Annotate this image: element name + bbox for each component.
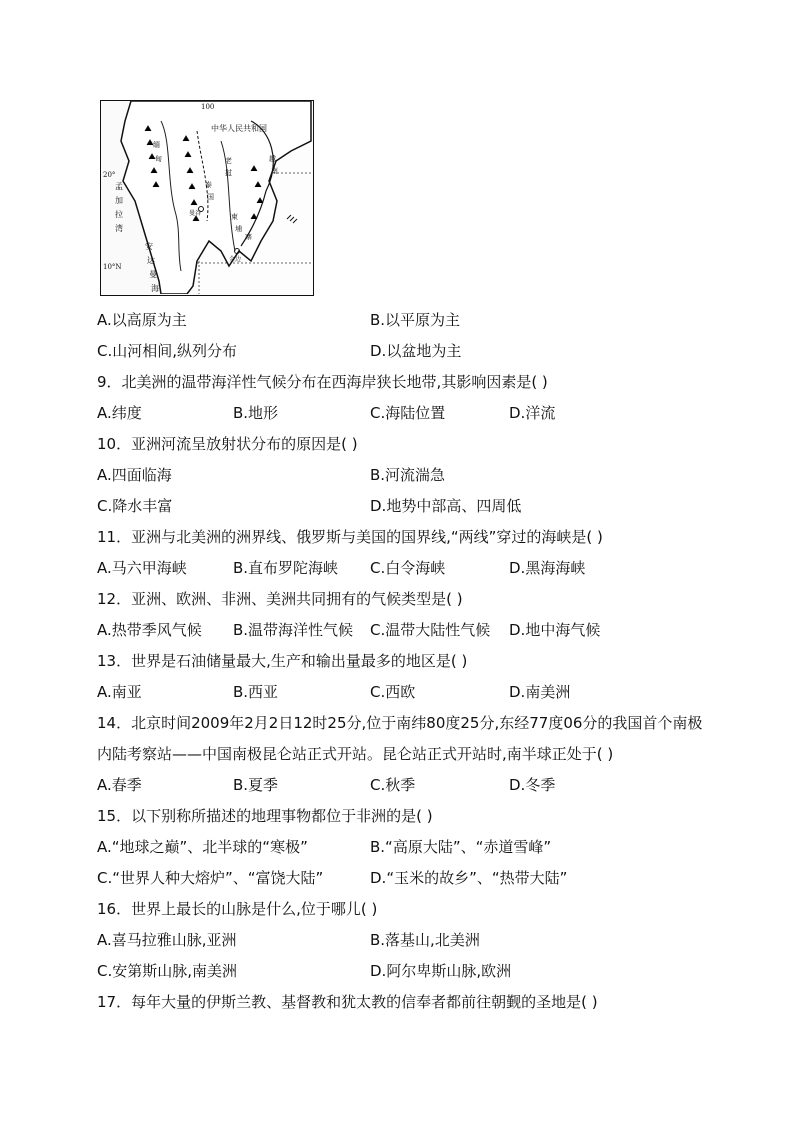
q11-option-b[interactable]: B.直布罗陀海峡: [233, 559, 339, 577]
q16-option-c[interactable]: C.安第斯山脉,南美洲: [97, 962, 238, 980]
q17-stem: 17．每年大量的伊斯兰教、基督教和犹太教的信奉者都前往朝觐的圣地是( ): [97, 993, 598, 1011]
map-mid-label-0: 缅: [153, 141, 160, 149]
q14-option-a[interactable]: A.春季: [97, 776, 142, 794]
q15-option-d[interactable]: D.“玉米的故乡”、“热带大陆”: [370, 869, 568, 887]
q14-stem-line-2: 内陆考察站——中国南极昆仑站正式开站。昆仑站正式开站时,南半球正处于( ): [97, 745, 614, 763]
q10-option-b[interactable]: B.河流湍急: [370, 466, 446, 484]
q12-stem: 12．亚洲、欧洲、非洲、美洲共同拥有的气候类型是( ): [97, 590, 463, 608]
q9-option-a[interactable]: A.纬度: [97, 404, 142, 422]
q15-stem: 15．以下别称所描述的地理事物都位于非洲的是( ): [97, 807, 433, 825]
q16-option-b[interactable]: B.落基山,北美洲: [370, 931, 480, 949]
q14-option-b[interactable]: B.夏季: [233, 776, 279, 794]
map-mid-label-8: 南: [271, 167, 278, 175]
q16-stem: 16．世界上最长的山脉是什么,位于哪儿( ): [97, 900, 378, 918]
sea-label-2: 达: [147, 256, 155, 265]
q13-option-c[interactable]: C.西欧: [370, 683, 416, 701]
q11-option-c[interactable]: C.白令海峡: [370, 559, 446, 577]
q8-option-b[interactable]: B.以平原为主: [370, 311, 461, 329]
map-mid-label-6: 寨: [245, 233, 252, 241]
southeast-asia-map: [100, 100, 314, 296]
map-mid-label-7: 越: [269, 155, 276, 163]
q8-option-d[interactable]: D.以盆地为主: [370, 342, 462, 360]
map-mid-label-4: 柬: [231, 213, 238, 221]
q9-stem: 9．北美洲的温带海洋性气候分布在西海岸狭长地带,其影响因素是( ): [97, 373, 548, 391]
q12-option-a[interactable]: A.热带季风气候: [97, 621, 202, 639]
map-svg: [101, 101, 312, 294]
q13-option-b[interactable]: B.西亚: [233, 683, 279, 701]
map-mid-label-3: 国: [207, 193, 214, 201]
lat-20-label: 20°: [103, 171, 116, 179]
map-mid-label-2: 泰: [205, 181, 212, 189]
q11-option-a[interactable]: A.马六甲海峡: [97, 559, 187, 577]
bay-label-2: 加: [115, 196, 123, 205]
sea-label-3: 曼: [149, 270, 157, 279]
sea-label-1: 安: [145, 242, 153, 251]
q12-option-d[interactable]: D.地中海气候: [509, 621, 601, 639]
q9-option-b[interactable]: B.地形: [233, 404, 279, 422]
q12-option-c[interactable]: C.温带大陆性气候: [370, 621, 491, 639]
q10-option-d[interactable]: D.地势中部高、四周低: [370, 497, 522, 515]
q8-option-c[interactable]: C.山河相间,纵列分布: [97, 342, 238, 360]
q8-option-a[interactable]: A.以高原为主: [97, 311, 187, 329]
q12-option-b[interactable]: B.温带海洋性气候: [233, 621, 354, 639]
map-mid-label-10: 挝: [225, 169, 232, 177]
map-mid-label-12: 金边: [229, 256, 242, 263]
q9-option-c[interactable]: C.海陆位置: [370, 404, 446, 422]
map-mid-label-1: 甸: [155, 155, 162, 163]
q13-stem: 13．世界是石油储量最大,生产和输出量最多的地区是( ): [97, 652, 468, 670]
q10-option-c[interactable]: C.降水丰富: [97, 497, 173, 515]
q13-option-a[interactable]: A.南亚: [97, 683, 142, 701]
q14-option-c[interactable]: C.秋季: [370, 776, 416, 794]
q14-option-d[interactable]: D.冬季: [509, 776, 556, 794]
q10-stem: 10．亚洲河流呈放射状分布的原因是( ): [97, 435, 358, 453]
q9-option-d[interactable]: D.洋流: [509, 404, 556, 422]
q14-stem-line-1: 14．北京时间2009年2月2日12时25分,位于南纬80度25分,东经77度06分的我国首个南极: [97, 714, 703, 732]
q10-option-a[interactable]: A.四面临海: [97, 466, 172, 484]
q16-option-a[interactable]: A.喜马拉雅山脉,亚洲: [97, 931, 237, 949]
q11-stem: 11．亚洲与北美洲的洲界线、俄罗斯与美国的国界线,“两线”穿过的海峡是( ): [97, 528, 603, 546]
q15-option-a[interactable]: A.“地球之巅”、北半球的“寒极”: [97, 838, 308, 856]
bay-label-1: 孟: [115, 182, 123, 191]
bay-label-3: 拉: [115, 210, 123, 219]
q13-option-d[interactable]: D.南美洲: [509, 683, 571, 701]
island-marks: [287, 215, 297, 223]
meridian-100-label: 100: [201, 103, 215, 111]
map-mid-label-11: 曼谷: [189, 210, 202, 217]
lat-10-label: 10°N: [103, 263, 122, 271]
q11-option-d[interactable]: D.黑海海峡: [509, 559, 586, 577]
q15-option-c[interactable]: C.“世界人种大熔炉”、“富饶大陆”: [97, 869, 324, 887]
china-label: 中华人民共和国: [211, 124, 267, 133]
map-mid-label-5: 埔: [235, 225, 242, 233]
bay-label-4: 湾: [115, 224, 123, 233]
sea-label-4: 海: [151, 284, 159, 293]
q15-option-b[interactable]: B.“高原大陆”、“赤道雪峰”: [370, 838, 552, 856]
map-mid-label-9: 老: [225, 157, 232, 165]
q16-option-d[interactable]: D.阿尔卑斯山脉,欧洲: [370, 962, 512, 980]
